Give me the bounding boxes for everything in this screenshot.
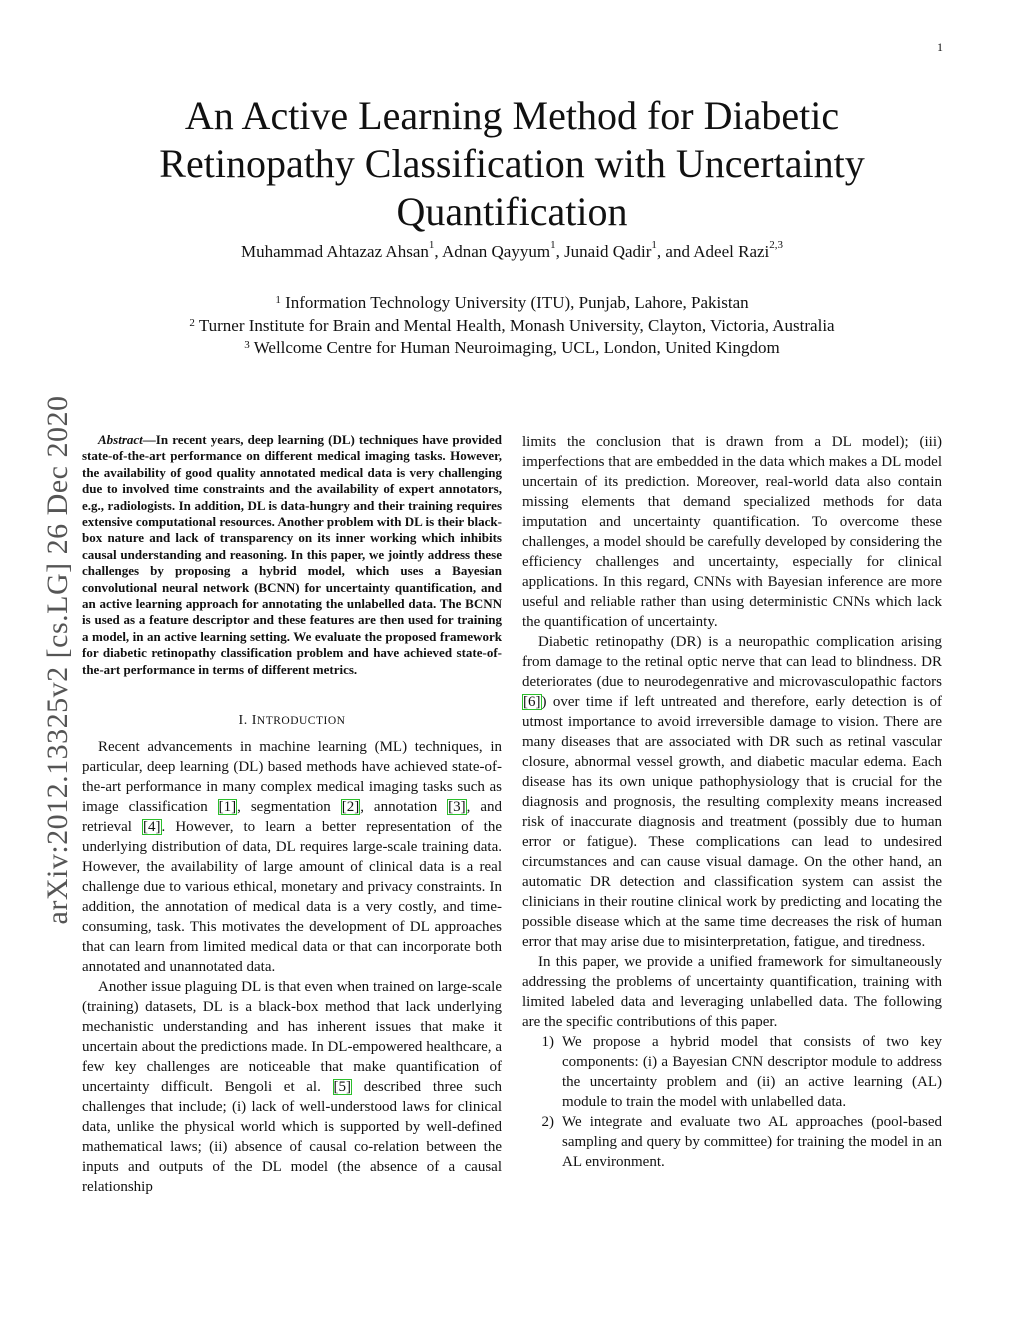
affiliation	[100, 292, 924, 315]
right-column	[522, 432, 942, 1172]
arxiv-stamp	[28, 350, 88, 970]
author-affil-mark: 1	[428, 239, 435, 251]
list-number: 2)	[541, 1114, 554, 1130]
abstract-text: —In recent years, deep learning (DL) techniques have provided state-of-the-art performance on different medical imaging tasks. However, the availability of good quality annotated medical data is very challenging due to involved time constraints and the availability of expert annotators, e.g., radiologists. In addition, DL is data-hungry and their training requires extensive computational resources. Another problem with DL is their black-box nature and lack of transparency on its inner working which inhibits causal understanding and reasoning. In this paper, we jointly address these challenges by proposing a hybrid model, which uses a Bayesian convolutional neural network (BCNN) for uncertainty quantification, and an active learning approach for annotating the unlabelled data. The BCNN is used as a feature descriptor and these features are then used for training a model, in an active learning setting. We evaluate the proposed framework for diabetic retinopathy classification problem and have achieved state-of-the-art performance in terms of different metrics.	[82, 432, 502, 677]
section-heading-introduction	[82, 711, 502, 731]
citation-link[interactable]: [3]	[448, 799, 466, 816]
section-title-initial: I	[251, 713, 257, 729]
section-number: I.	[238, 713, 252, 729]
citation-link[interactable]: [6]	[523, 694, 541, 710]
intro-paragraph-2-continued: limits the conclusion that is drawn from a DL model); (iii) imperfections that are embedded in the data which makes a DL model uncertain of its prediction. Moreover, real-world data also contain missing elements that demand specialized methods for data imputation and uncertainty quantification. To overcome these challenges, a model should be carefully developed by considering the efficiency challenges and uncertainty, especially for clinical applications. In this regard, CNNs with Bayesian inference are more useful and reliable rather than using deterministic CNNs which lack the quantification of uncertainty.	[522, 434, 942, 630]
author-name: Muhammad Ahtazaz Ahsan	[240, 242, 429, 261]
text-run: Recent advancements in machine learning (ML) techniques, in particular, deep learning (DL) based methods have achieved state-of-the-art performance in many complex medical imaging tasks such as image classification	[82, 739, 502, 816]
citation-link[interactable]: [4]	[143, 819, 161, 836]
text-run: Another issue plaguing DL is that even when trained on large-scale (training) datasets, DL is a black-box method that lack underlying mechanistic understanding and has inherent issues that make it uncertain about the predictions made. In DL-empowered healthcare, a few key challenges are noticeable that make quantification of uncertainty difficult. Bengoli et al.	[82, 979, 502, 1096]
affiliation	[100, 315, 924, 338]
abstract	[82, 432, 502, 678]
intro-paragraph-3	[522, 632, 942, 952]
list-number: 1)	[541, 1034, 554, 1050]
list-item	[522, 1032, 942, 1112]
author-separator: , and	[656, 242, 694, 261]
text-run: ) over time if left untreated and therefore, early detection is of utmost importance to avoid irreversible damage to vision. There are many diseases that are associated with DR such as retinal vascular closure, abnormal vessel growth, and diabetic macular edema. Each disease has its own unique pathophysiology that is crucial for the diagnosis and prognosis, the resulting complexity means increased risk of inaccurate diagnosis and treatment (possibly due to human error or fatigue). These complications can lead to undesired circumstances and can cause visual damage. On the other hand, an automatic DR detection and classification system can assist the clinicians in their routine clinical work by predicting and locating the possible disease which at the same time decreases the risk of human error that may arise due to misinterpretation, fatigue, and tiredness.	[522, 694, 942, 950]
affiliation-mark: 3	[244, 339, 250, 351]
contribution-list	[522, 1032, 942, 1172]
intro-paragraph-4: In this paper, we provide a unified framework for simultaneously addressing the problems of uncertainty quantification, training with limited labeled data and leveraging unlabelled data. The following are the specific contributions of this paper.	[522, 954, 942, 1030]
citation-link[interactable]: [2]	[341, 799, 360, 816]
affiliation-text: Wellcome Centre for Human Neuroimaging, UCL, London, United Kingdom	[249, 338, 780, 357]
affiliation-text: Information Technology University (ITU), Punjab, Lahore, Pakistan	[280, 293, 749, 312]
author-affil-mark: 1	[651, 239, 657, 251]
affiliation-mark: 2	[189, 316, 195, 329]
abstract-label: Abstract	[98, 432, 143, 447]
affiliation-mark: 1	[275, 294, 281, 306]
text-run: described three such challenges that include; (i) lack of well-understood laws for clinical data, unlike the physical world which is supported by well-defined mathematical laws; (ii) absence of causal co-relation between the inputs and outputs of the DL model (the absence of a causal relationship	[82, 1079, 502, 1196]
author-name: Adnan Qayyum	[441, 242, 551, 261]
author-affil-mark: 1	[550, 239, 556, 251]
author-name: Junaid Qadir	[564, 242, 652, 261]
section-title-rest: NTRODUCTION	[256, 715, 346, 728]
list-text: We propose a hybrid model that consists of two key components: (i) a Bayesian CNN descriptor module to address the uncertainty problem and (ii) an active learning (AL) module to train the model with unlabelled data.	[562, 1034, 942, 1110]
text-run: , segmentation	[237, 799, 341, 816]
author-separator: ,	[555, 242, 565, 261]
author-name: Adeel Razi	[693, 242, 770, 261]
paper-title: An Active Learning Method for Diabetic Retinopathy Classification with Uncertainty Quantification	[159, 93, 865, 234]
text-run: , annotation	[360, 799, 448, 816]
author-affil-mark: 2,3	[769, 239, 784, 251]
affiliation-list	[100, 292, 924, 360]
text-run: Diabetic retinopathy (DR) is a neuropathic complication arising from damage to the retinal optic nerve that can lead to blindness. DR deteriorates (due to neurodegenrative and microvasculopathic factors	[522, 634, 942, 690]
affiliation	[100, 337, 924, 360]
text-run: . However, to learn a better representation of the underlying distribution of data, DL requires large-scale training data. However, the availability of large amount of clinical data is a real challenge due to various ethical, monetary and privacy constraints. In addition, the annotation of medical data is a very costly, and time-consuming, task. This motivates the development of DL approaches that can learn from limited medical data or that can incorporate both annotated and unannotated data.	[82, 819, 502, 976]
author-separator: ,	[434, 242, 442, 261]
intro-paragraph-2	[82, 977, 502, 1197]
affiliation-text: Turner Institute for Brain and Mental Health, Monash University, Clayton, Victoria, Australia	[194, 315, 835, 335]
citation-link[interactable]: [1]	[218, 799, 237, 816]
citation-link[interactable]: [5]	[333, 1079, 352, 1096]
list-item	[522, 1112, 942, 1172]
left-column	[82, 432, 502, 1197]
page-number: 1	[937, 40, 943, 54]
intro-paragraph-1	[82, 737, 502, 977]
arxiv-stamp-text: arXiv:2012.13325v2 [cs.LG] 26 Dec 2020	[41, 395, 74, 925]
text-run: , and retrieval	[82, 799, 502, 836]
list-text: We integrate and evaluate two AL approaches (pool-based sampling and query by committee) for training the model in an AL environment.	[562, 1114, 942, 1170]
author-list	[100, 239, 924, 262]
